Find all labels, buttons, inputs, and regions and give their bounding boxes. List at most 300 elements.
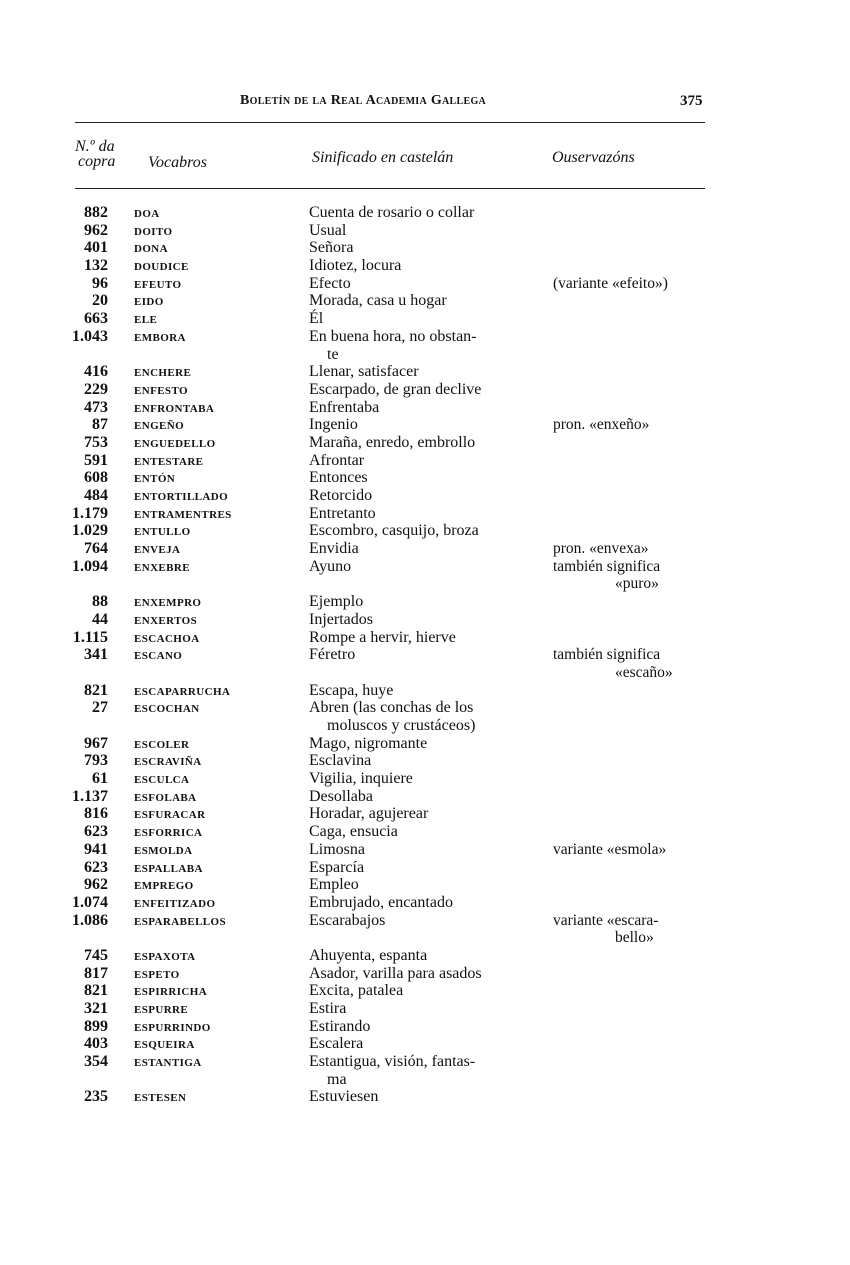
meaning	[309, 275, 351, 293]
copla-number-text: 44	[92, 610, 108, 628]
meaning	[309, 788, 373, 806]
meaning-line: Morada, casa u hogar	[309, 292, 447, 310]
meaning-line: Horadar, agujerear	[309, 805, 429, 823]
table-row	[0, 204, 850, 222]
headword-text: ENVEJA	[134, 544, 181, 557]
headword	[134, 558, 190, 579]
headword-text: ELE	[134, 314, 158, 327]
meaning-line: Esparcía	[309, 858, 365, 876]
headword-text: ESFURACAR	[134, 809, 206, 822]
meaning-line: Empleo	[309, 876, 359, 894]
table-row	[0, 328, 850, 363]
headword	[134, 1088, 186, 1109]
meaning-line: Maraña, enredo, embrollo	[309, 433, 476, 451]
note	[553, 912, 658, 947]
meaning	[309, 204, 474, 222]
headword-text: EMBORA	[134, 331, 186, 344]
copla-number	[40, 540, 108, 558]
headword-text: DOA	[134, 208, 160, 220]
table-row	[0, 363, 850, 381]
note	[553, 540, 649, 558]
meaning-line: Escombro, casquijo, broza	[309, 522, 479, 540]
meaning	[309, 434, 475, 452]
copla-number-text: 1.137	[72, 787, 108, 805]
meaning-line: Vigilia, inquiere	[309, 770, 413, 788]
headword-text: DOITO	[134, 225, 173, 238]
meaning-line: Excita, patalea	[309, 982, 404, 1000]
copla-number-text: 484	[84, 487, 108, 505]
table-row	[0, 735, 850, 753]
table-row	[0, 823, 850, 841]
headword	[134, 328, 186, 349]
copla-number	[40, 469, 108, 487]
meaning	[309, 522, 479, 540]
meaning-line: Ingenio	[309, 416, 358, 434]
meaning-line: Señora	[309, 239, 354, 257]
meaning	[309, 770, 413, 788]
headword-text: ENTULLO	[134, 526, 191, 539]
headword-text: ENTRAMENTRES	[134, 508, 232, 521]
table-row	[0, 222, 850, 240]
meaning	[309, 292, 447, 310]
table-row	[0, 841, 850, 859]
headword-text: ENCHERE	[134, 367, 192, 380]
table-row	[0, 310, 850, 328]
meaning-line: Rompe a hervir, hierve	[309, 628, 456, 646]
meaning-line: Injertados	[309, 610, 373, 628]
copla-number	[40, 222, 108, 240]
headword-text: ESQUEIRA	[134, 1039, 195, 1052]
meaning-line: Envidia	[309, 540, 359, 558]
note-line: también significa	[553, 557, 661, 575]
meaning-line: Usual	[309, 221, 347, 239]
headword-text: ESTANTIGA	[134, 1057, 202, 1070]
copla-number	[40, 611, 108, 629]
copla-number-text: 821	[84, 982, 108, 1000]
copla-number	[40, 699, 108, 717]
table-row	[0, 558, 850, 593]
copla-number	[40, 558, 108, 576]
table-row	[0, 752, 850, 770]
copla-number-text: 1.179	[72, 504, 108, 522]
meaning	[309, 629, 456, 647]
headword-text: ESCOLER	[134, 738, 190, 751]
table-row	[0, 469, 850, 487]
copla-number	[40, 399, 108, 417]
copla-number	[40, 363, 108, 381]
table-row	[0, 1053, 850, 1088]
table-row	[0, 788, 850, 806]
journal-title: Boletín de la Real Academia Gallega	[240, 93, 487, 108]
copla-number	[40, 947, 108, 965]
table-row	[0, 629, 850, 647]
copla-number	[40, 487, 108, 505]
meaning-line: Llenar, satisfacer	[309, 363, 419, 381]
copla-number-text: 229	[84, 380, 108, 398]
meaning-line: te	[327, 345, 339, 363]
headword-text: ESCULCA	[134, 774, 190, 787]
meaning	[309, 646, 355, 664]
table-row	[0, 505, 850, 523]
meaning-line: Retorcido	[309, 487, 373, 505]
table-row	[0, 894, 850, 912]
meaning	[309, 805, 428, 823]
meaning-line: Caga, ensucia	[309, 823, 398, 841]
meaning	[309, 682, 393, 700]
headword-text: EMPREGO	[134, 880, 194, 893]
copla-number-text: 941	[84, 840, 108, 858]
headword-text: ENGUEDELLO	[134, 437, 216, 450]
meaning-line: Estirando	[309, 1017, 371, 1035]
headword-text: ENTORTILLADO	[134, 491, 229, 504]
copla-number-text: 899	[84, 1017, 108, 1035]
note	[553, 275, 668, 293]
table-row	[0, 593, 850, 611]
table-row	[0, 381, 850, 399]
note-line: «escaño»	[615, 663, 673, 681]
meaning-line: Estuviesen	[309, 1088, 379, 1106]
table-row	[0, 275, 850, 293]
meaning-line: moluscos y crustáceos)	[327, 716, 476, 734]
table-row	[0, 487, 850, 505]
meaning	[309, 699, 475, 734]
copla-number-text: 403	[84, 1035, 108, 1053]
meaning	[309, 1018, 370, 1036]
col-head-words: Vocabros	[148, 154, 207, 171]
headword-text: EIDO	[134, 296, 164, 309]
meaning	[309, 558, 351, 576]
column-header-rule	[75, 188, 705, 189]
col-head-number-line2: copra	[78, 153, 116, 170]
table-row	[0, 611, 850, 629]
meaning-line: Enfrentaba	[309, 398, 380, 416]
headword-text: DOUDICE	[134, 261, 189, 274]
meaning-line: Cuenta de rosario o collar	[309, 204, 475, 221]
headword-text: EFEUTO	[134, 278, 182, 291]
copla-number	[40, 310, 108, 328]
copla-number-text: 962	[84, 876, 108, 894]
meaning	[309, 328, 477, 363]
note	[553, 841, 666, 859]
table-row	[0, 540, 850, 558]
copla-number	[40, 416, 108, 434]
copla-number-text: 27	[92, 699, 108, 717]
copla-number	[40, 1088, 108, 1106]
copla-number-text: 96	[92, 274, 108, 292]
meaning-line: Embrujado, encantado	[309, 893, 453, 911]
copla-number	[40, 275, 108, 293]
headword-text: ESMOLDA	[134, 844, 193, 857]
meaning-line: ma	[327, 1070, 347, 1088]
copla-number-text: 882	[84, 204, 108, 221]
meaning	[309, 363, 419, 381]
meaning-line: Abren (las conchas de los	[309, 699, 474, 717]
meaning	[309, 222, 346, 240]
copla-number-text: 132	[84, 257, 108, 275]
meaning	[309, 381, 481, 399]
table-row	[0, 682, 850, 700]
copla-number-text: 1.086	[72, 911, 108, 929]
meaning	[309, 593, 363, 611]
meaning	[309, 310, 323, 328]
meaning-line: Ejemplo	[309, 593, 364, 611]
meaning	[309, 1000, 346, 1018]
vocabulary-table	[0, 204, 850, 1106]
copla-number	[40, 1053, 108, 1071]
copla-number	[40, 292, 108, 310]
copla-number-text: 817	[84, 964, 108, 982]
copla-number	[40, 894, 108, 912]
copla-number	[40, 204, 108, 222]
copla-number-text: 416	[84, 363, 108, 381]
note-line: también significa	[553, 646, 661, 664]
copla-number-text: 591	[84, 451, 108, 469]
meaning	[309, 505, 376, 523]
copla-number	[40, 505, 108, 523]
meaning	[309, 912, 385, 930]
headword-text: ESCAPARRUCHA	[134, 685, 231, 698]
copla-number	[40, 735, 108, 753]
meaning-line: Entretanto	[309, 504, 376, 522]
copla-number-text: 61	[92, 770, 108, 788]
copla-number	[40, 770, 108, 788]
meaning	[309, 1088, 378, 1106]
meaning-line: Escarpado, de gran declive	[309, 380, 482, 398]
headword-text: ENFEITIZADO	[134, 897, 216, 910]
table-row	[0, 859, 850, 877]
note	[553, 416, 649, 434]
copla-number	[40, 965, 108, 983]
meaning	[309, 752, 371, 770]
copla-number-text: 821	[84, 681, 108, 699]
headword	[134, 912, 226, 933]
headword-text: DONA	[134, 243, 168, 256]
page-number: 375	[680, 93, 703, 109]
meaning	[309, 611, 373, 629]
table-row	[0, 399, 850, 417]
note-line: «puro»	[615, 575, 659, 593]
table-row	[0, 239, 850, 257]
copla-number-text: 967	[84, 734, 108, 752]
copla-number-text: 235	[84, 1088, 108, 1106]
note-line: pron. «enxeño»	[553, 416, 650, 434]
note-line: variante «escara-	[553, 911, 659, 929]
meaning	[309, 257, 401, 275]
meaning	[309, 947, 427, 965]
headword-text: ENXEMPRO	[134, 597, 202, 610]
table-row	[0, 416, 850, 434]
headword	[134, 699, 200, 720]
table-row	[0, 982, 850, 1000]
meaning-line: Escarabajos	[309, 911, 386, 929]
meaning	[309, 982, 403, 1000]
meaning-line: En buena hora, no obstan-	[309, 327, 477, 345]
headword-text: ESPALLABA	[134, 862, 203, 875]
meaning	[309, 823, 398, 841]
meaning-line: Afrontar	[309, 451, 365, 469]
copla-number	[40, 257, 108, 275]
headword-text: ENTESTARE	[134, 455, 204, 468]
note	[553, 558, 660, 593]
copla-number	[40, 805, 108, 823]
table-row	[0, 912, 850, 947]
col-head-meaning: Sinificado en castelán	[312, 149, 454, 166]
note-line: pron. «envexa»	[553, 540, 649, 558]
meaning-line: Estira	[309, 1000, 347, 1018]
copla-number-text: 87	[92, 416, 108, 434]
copla-number	[40, 629, 108, 647]
meaning	[309, 841, 365, 859]
table-row	[0, 770, 850, 788]
meaning	[309, 540, 359, 558]
note-line: variante «esmola»	[553, 840, 667, 858]
copla-number-text: 88	[92, 593, 108, 611]
meaning	[309, 399, 379, 417]
table-row	[0, 646, 850, 681]
meaning	[309, 859, 364, 877]
table-row	[0, 1088, 850, 1106]
copla-number-text: 962	[84, 221, 108, 239]
copla-number	[40, 876, 108, 894]
copla-number	[40, 1035, 108, 1053]
meaning-line: Féretro	[309, 646, 356, 664]
copla-number-text: 354	[84, 1053, 108, 1071]
meaning	[309, 487, 372, 505]
table-row	[0, 292, 850, 310]
copla-number-text: 321	[84, 1000, 108, 1018]
copla-number	[40, 788, 108, 806]
table-row	[0, 1035, 850, 1053]
table-row	[0, 522, 850, 540]
headword	[134, 646, 182, 667]
copla-number-text: 473	[84, 398, 108, 416]
copla-number-text: 401	[84, 239, 108, 257]
meaning	[309, 876, 359, 894]
meaning	[309, 239, 353, 257]
copla-number	[40, 1018, 108, 1036]
copla-number-text: 1.115	[72, 628, 108, 646]
meaning-line: Ayuno	[309, 557, 352, 575]
headword-text: ENXEBRE	[134, 561, 190, 574]
meaning	[309, 1053, 475, 1088]
table-row	[0, 257, 850, 275]
copla-number-text: 793	[84, 752, 108, 770]
copla-number	[40, 682, 108, 700]
col-head-notes: Ouservazóns	[552, 149, 635, 166]
copla-number	[40, 752, 108, 770]
table-row	[0, 876, 850, 894]
headword-text: ESCRAVIÑA	[134, 756, 202, 769]
copla-number-text: 764	[84, 540, 108, 558]
copla-number-text: 341	[84, 646, 108, 664]
headword-text: ESPURRINDO	[134, 1021, 211, 1034]
copla-number-text: 1.029	[72, 522, 108, 540]
note-line: bello»	[615, 929, 654, 947]
copla-number-text: 1.043	[72, 327, 108, 345]
meaning-line: Escapa, huye	[309, 681, 394, 699]
copla-number	[40, 841, 108, 859]
copla-number	[40, 452, 108, 470]
headword-text: ENGEÑO	[134, 420, 185, 433]
meaning-line: Escalera	[309, 1035, 364, 1053]
meaning-line: Idiotez, locura	[309, 257, 402, 275]
copla-number	[40, 239, 108, 257]
col-head-number-line1: N.º da	[75, 138, 115, 155]
copla-number-text: 608	[84, 469, 108, 487]
meaning-line: Efecto	[309, 274, 351, 292]
meaning-line: Esclavina	[309, 752, 372, 770]
meaning-line: Estantigua, visión, fantas-	[309, 1053, 476, 1071]
table-row	[0, 947, 850, 965]
meaning	[309, 965, 482, 983]
headword-text: ENFRONTABA	[134, 402, 215, 415]
meaning-line: Asador, varilla para asados	[309, 964, 482, 982]
table-row	[0, 805, 850, 823]
headword-text: ESFORRICA	[134, 827, 203, 840]
headword-text: ESCACHOA	[134, 632, 200, 645]
copla-number	[40, 593, 108, 611]
headword-text: ESFOLABA	[134, 791, 197, 804]
meaning	[309, 469, 368, 487]
note	[553, 646, 673, 681]
table-row	[0, 965, 850, 983]
copla-number	[40, 823, 108, 841]
copla-number	[40, 328, 108, 346]
copla-number	[40, 859, 108, 877]
meaning-line: Desollaba	[309, 787, 373, 805]
table-row	[0, 452, 850, 470]
copla-number	[40, 912, 108, 930]
table-row	[0, 434, 850, 452]
meaning-line: Limosna	[309, 840, 365, 858]
copla-number	[40, 434, 108, 452]
headword-text: ENXERTOS	[134, 614, 198, 627]
meaning	[309, 452, 364, 470]
copla-number-text: 1.094	[72, 557, 108, 575]
copla-number-text: 20	[92, 292, 108, 310]
copla-number	[40, 982, 108, 1000]
meaning-line: Él	[309, 310, 324, 328]
table-row	[0, 1000, 850, 1018]
headword	[134, 1053, 202, 1074]
headword-text: ESTESEN	[134, 1092, 187, 1105]
note-line: (variante «efeito»)	[553, 274, 668, 292]
copla-number-text: 623	[84, 858, 108, 876]
headword-text: ESPETO	[134, 968, 180, 981]
meaning	[309, 735, 427, 753]
headword-text: ESPIRRICHA	[134, 986, 208, 999]
copla-number	[40, 646, 108, 664]
copla-number-text: 816	[84, 805, 108, 823]
copla-number-text: 623	[84, 823, 108, 841]
table-row	[0, 699, 850, 734]
meaning	[309, 1035, 363, 1053]
copla-number-text: 663	[84, 310, 108, 328]
headword-text: ENTÓN	[134, 473, 176, 486]
copla-number	[40, 522, 108, 540]
meaning	[309, 894, 453, 912]
headword-text: ENFESTO	[134, 384, 188, 397]
meaning-line: Ahuyenta, espanta	[309, 946, 428, 964]
headword-text: ESPAXOTA	[134, 950, 196, 963]
meaning-line: Entonces	[309, 469, 368, 487]
headword-text: ESPURRE	[134, 1004, 189, 1017]
copla-number	[40, 1000, 108, 1018]
meaning-line: Mago, nigromante	[309, 734, 428, 752]
headword-text: ESCOCHAN	[134, 703, 200, 716]
headword-text: ESPARABELLOS	[134, 915, 227, 928]
copla-number	[40, 381, 108, 399]
